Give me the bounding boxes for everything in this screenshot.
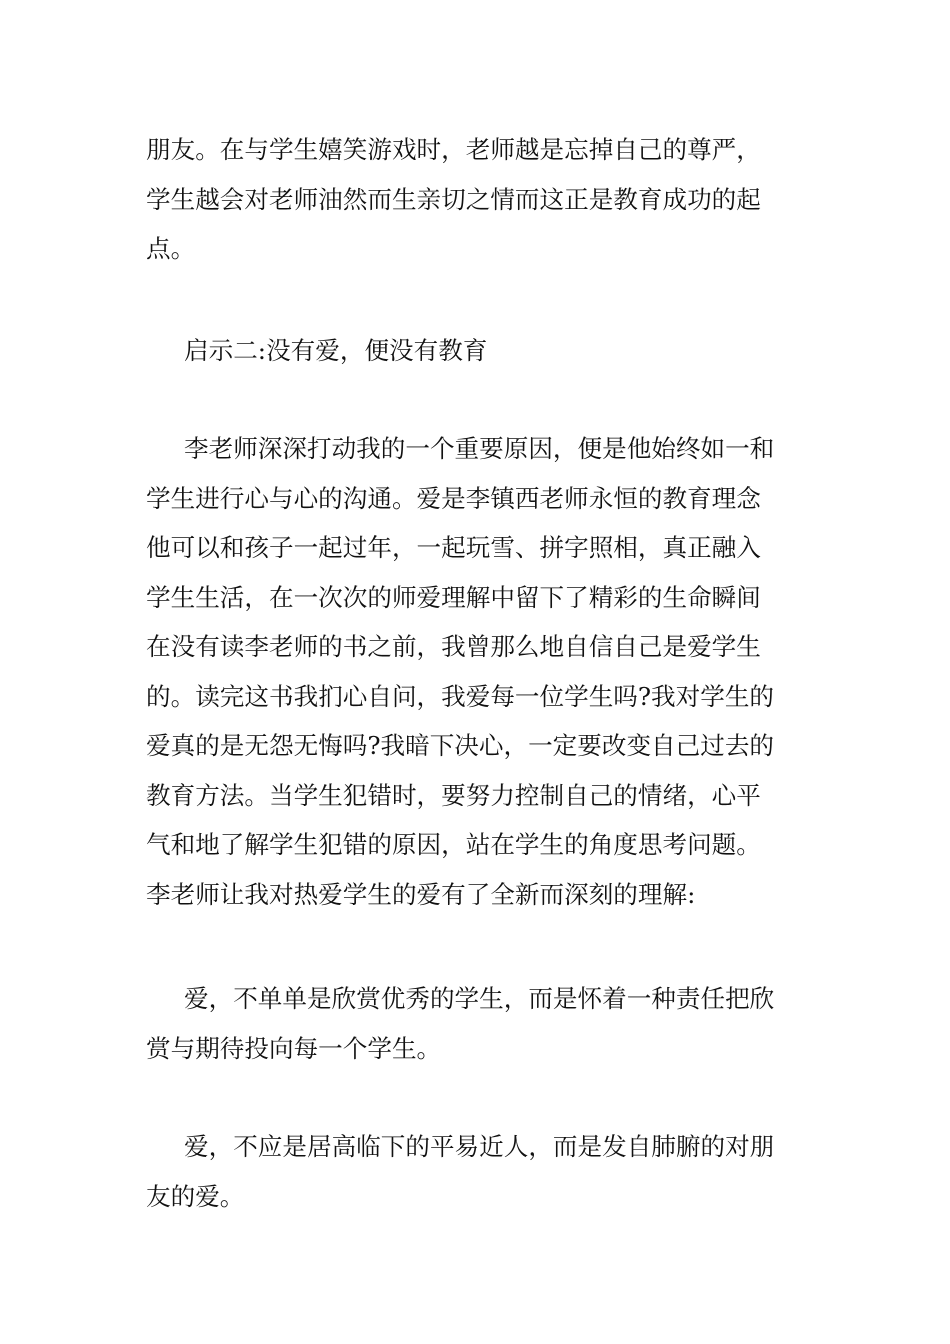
text-line: 爱，不单单是欣赏优秀的学生，而是怀着一种责任把欣 xyxy=(184,984,775,1013)
text-line: 学生越会对老师油然而生亲切之情而这正是教育成功的起 xyxy=(146,184,761,214)
text-line: 点。 xyxy=(146,234,196,263)
text-line: 爱真的是无怨无悔吗?我暗下决心，一定要改变自己过去的 xyxy=(146,731,775,760)
paragraph-body xyxy=(146,424,806,919)
section-heading xyxy=(146,326,806,376)
text-line: 爱，不应是居高临下的平易近人，而是发自肺腑的对朋 xyxy=(184,1132,775,1161)
text-line: 学生生活，在一次次的师爱理解中留下了精彩的生命瞬间 xyxy=(146,582,761,612)
text-line: 教育方法。当学生犯错时，要努力控制自己的情绪，心平 xyxy=(146,780,761,810)
text-line: 他可以和孩子一起过年，一起玩雪、拼字照相，真正融入 xyxy=(146,533,761,562)
paragraph-continuation xyxy=(146,125,806,274)
text-line: 学生进行心与心的沟通。爱是李镇西老师永恒的教育理念 xyxy=(146,483,761,513)
text-line: 气和地了解学生犯错的原因，站在学生的角度思考问题。 xyxy=(146,830,761,859)
paragraph-love-2 xyxy=(146,1122,806,1221)
paragraph-love-1 xyxy=(146,974,806,1073)
text-line: 友的爱。 xyxy=(146,1181,245,1211)
text-line: 赏与期待投向每一个学生。 xyxy=(146,1033,442,1063)
text-line: 在没有读李老师的书之前，我曾那么地自信自己是爱学生 xyxy=(146,632,761,661)
heading-line: 启示二:没有爱，便没有教育 xyxy=(184,336,488,365)
text-line: 李老师深深打动我的一个重要原因，便是他始终如一和 xyxy=(184,434,775,463)
text-line: 的。读完这书我扪心自问，我爱每一位学生吗?我对学生的 xyxy=(146,681,775,711)
text-line: 朋友。在与学生嬉笑游戏时，老师越是忘掉自己的尊严， xyxy=(146,135,761,164)
text-line: 李老师让我对热爱学生的爱有了全新而深刻的理解: xyxy=(146,879,696,909)
